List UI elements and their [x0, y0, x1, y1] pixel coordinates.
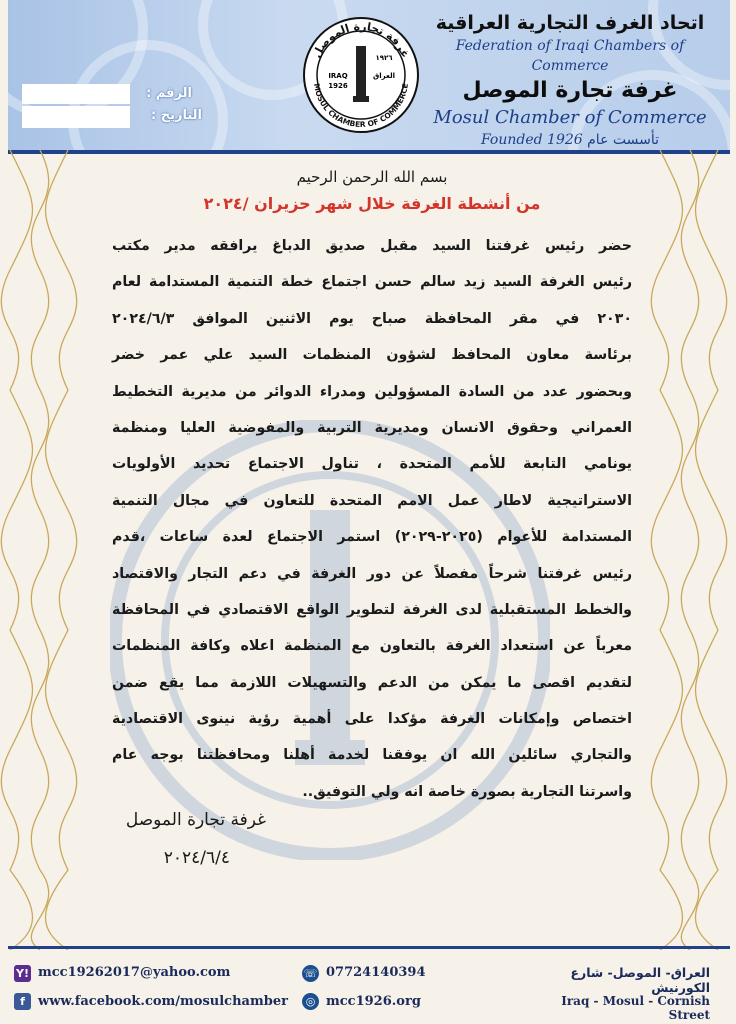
letter-paragraph — [112, 228, 632, 810]
seal-year-ar-text: ١٩٢٦ — [375, 54, 393, 62]
yahoo-icon: Y! — [14, 965, 31, 982]
facebook-icon: f — [14, 993, 31, 1010]
paragraph-line: الاستراتيجية لاطار عمل الامم المتحدة للتعاون في مجال التنمية — [112, 492, 632, 509]
chamber-arabic: غرفة تجارة الموصل — [462, 78, 678, 103]
header-divider — [8, 150, 730, 154]
right-decorative-border — [650, 150, 728, 950]
signature-date: ٢٠٢٤/٦/٤ — [163, 848, 230, 868]
seal-year-text: 1926 — [328, 82, 348, 90]
footer-divider — [8, 946, 730, 949]
footer-address-arabic: العراق- الموصل- شارع الكورنيش — [570, 965, 710, 995]
seal-english-text: MOSUL CHAMBER OF COMMERCE — [312, 82, 410, 130]
letterhead-titles — [425, 10, 715, 150]
seal-iraq-text: IRAQ — [328, 72, 348, 80]
paragraph-line: برئاسة معاون المحافظ لشؤون المنظمات السيد علي عمر خضر — [112, 347, 632, 364]
reference-number-field — [22, 84, 130, 104]
paragraph-line: حضر رئيس غرفتنا السيد مقبل صديق الدباغ يرافقه مدير مكتب — [112, 238, 632, 254]
chamber-seal-logo — [302, 16, 420, 134]
federation-english: Federation of Iraqi Chambers of Commerce — [455, 38, 685, 74]
paragraph-line: معرباً عن استعداد الغرفة بالتعاون مع المنظمة اعلاه وكافة المنظمات — [112, 638, 632, 655]
letter-title: من أنشطة الغرفة خلال شهر حزيران /٢٠٢٤ — [203, 194, 541, 213]
founded-line — [425, 130, 715, 150]
basmala: بسم الله الرحمن الرحيم — [296, 168, 448, 186]
paragraph-line: والخطط المستقبلية لدى الغرفة لتطوير الواقع الاقتصادي في المحافظة — [112, 601, 632, 618]
paragraph-line: يونامي التابعة للأمم المتحدة ، تناول الاجتماع تحديد الأولويات — [112, 456, 632, 473]
footer-phone[interactable]: 07724140394 — [326, 965, 426, 980]
paragraph-line: وبحضور عدد من السادة المسؤولين ومدراء الدوائر من مديرية التخطيط — [112, 383, 632, 400]
paragraph-line: العمراني وحقوق الانسان ومديرية التربية والمفوضية العليا ومنظمة — [112, 419, 632, 436]
seal-iraq-ar-text: العراق — [373, 72, 395, 80]
paragraph-line: رئيس غرفتنا شرحاً مفصلاً عن دور الغرفة في دعم التجار والاقتصاد — [112, 565, 632, 582]
reference-date-field — [22, 106, 130, 128]
paragraph-line: والتجاري سائلين الله ان يوفقنا لخدمة أهلنا ومحافظتنا بوجه عام — [112, 747, 632, 764]
founded-arabic: تأسست عام — [587, 132, 660, 148]
seal-arabic-text: غرفة تجارة الموصل — [309, 19, 413, 60]
paragraph-line: ٢٠٣٠ في مقر المحافظة صباح يوم الاثنين الموافق ٢٠٢٤/٦/٣ — [112, 310, 632, 327]
letter-body — [112, 168, 632, 810]
federation-arabic: اتحاد الغرف التجارية العراقية — [435, 12, 705, 34]
date-label: التاريخ : — [151, 108, 202, 123]
footer-address-english: Iraq - Mosul - Cornish Street — [561, 994, 710, 1022]
footer-website[interactable]: mcc1926.org — [326, 994, 421, 1009]
founded-english: Founded 1926 — [480, 132, 583, 148]
number-label: الرقم : — [146, 86, 192, 101]
footer-facebook[interactable]: www.facebook.com/mosulchamber — [38, 994, 288, 1009]
footer-email[interactable]: mcc19262017@yahoo.com — [38, 965, 231, 980]
paragraph-line: واسرتنا التجارية بصورة خاصة انه ولي التوفيق.. — [302, 783, 632, 800]
globe-icon: ◎ — [302, 993, 319, 1010]
left-decorative-border — [0, 150, 78, 950]
paragraph-line: اختصاص وإمكانات الغرفة مؤكدا على أهمية رؤية نينوى الاقتصادية — [112, 711, 632, 728]
paragraph-line: المستدامة للأعوام (٢٠٢٥-٢٠٢٩) استمر الاجتماع لعدة ساعات ،قدم — [112, 529, 632, 546]
chamber-english: Mosul Chamber of Commerce — [433, 107, 707, 128]
signature-name: غرفة تجارة الموصل — [125, 810, 266, 830]
paragraph-line: لتقديم اقصى ما يمكن من الدعم والتسهيلات اللازمة مما يقع ضمن — [112, 674, 632, 691]
paragraph-line: رئيس الغرفة السيد زيد سالم حسن اجتماع خطة التنمية المستدامة لعام — [112, 274, 632, 291]
whatsapp-icon: ☏ — [303, 967, 318, 980]
